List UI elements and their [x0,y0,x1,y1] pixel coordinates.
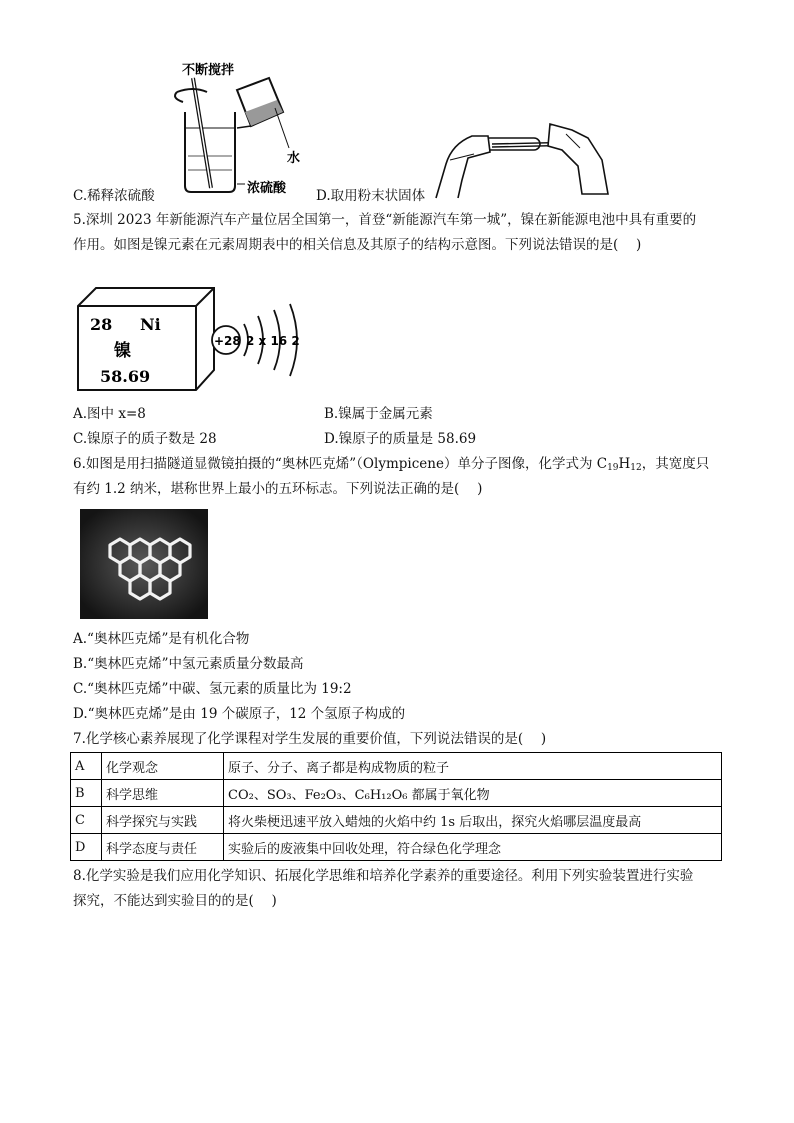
q4-option-d: D.取用粉末状固体 [316,188,426,204]
row-content: 实验后的废液集中回收处理，符合绿色化学理念 [224,834,722,861]
q5-stem-line1: 5.深圳 2023 年新能源汽车产量位居全国第一，首登“新能源汽车第一城”，镍在新能源电池中具有重要的 [73,212,697,228]
atomic-mass: 58.69 [100,367,151,386]
q6-hydrogen-symbol: H [618,456,631,472]
nickel-atom-structure-diagram [206,290,316,390]
row-key: B [71,780,102,807]
row-topic: 科学探究与实践 [102,807,224,834]
table-row [71,753,722,780]
table-row [71,834,722,861]
element-name: 镍 [114,341,131,361]
q6-stem-line2: 有约 1.2 纳米，堪称世界上最小的五环标志。下列说法正确的是( ) [73,481,483,497]
q6-option-c: C.“奥林匹克烯”中碳、氢元素的质量比为 19:2 [73,681,352,697]
q5-stem-line2: 作用。如图是镍元素在元素周期表中的相关信息及其原子的结构示意图。下列说法错误的是( ) [73,237,642,253]
row-topic: 科学态度与责任 [102,834,224,861]
shell-electrons: 2 x 16 2 [246,334,300,348]
table-row [71,780,722,807]
q8-stem-line1: 8.化学实验是我们应用化学知识、拓展化学思维和培养化学素养的重要途径。利用下列实验装置进行实验 [73,868,694,884]
q5-option-b: B.镍属于金属元素 [324,406,433,422]
powder-solid-figure [432,120,612,202]
q6-hydrogen-count: 12 [630,463,642,473]
water-label: 水 [287,151,301,166]
q6-carbon-count: 19 [607,463,619,473]
row-content: CO₂、SO₃、Fe₂O₃、C₆H₁₂O₆ 都属于氧化物 [224,780,722,807]
q6-stem-text-b: ，其宽度只 [641,456,710,472]
q5-option-a: A.图中 x=8 [73,406,146,422]
row-key: A [71,753,102,780]
dilute-sulfuric-acid-figure [165,60,325,200]
olympicene-stm-image [80,509,208,619]
row-key: C [71,807,102,834]
row-content: 将火柴梗迅速平放入蜡烛的火焰中约 1s 后取出，探究火焰哪层温度最高 [224,807,722,834]
q5-option-d: D.镍原子的质量是 58.69 [324,431,477,447]
atomic-number: 28 [90,315,113,334]
nucleus-charge: +28 [214,334,241,348]
q6-option-d: D.“奥林匹克烯”是由 19 个碳原子，12 个氢原子构成的 [73,706,406,722]
element-symbol: Ni [140,315,161,334]
q6-stem-text-a: 6.如图是用扫描隧道显微镜拍摄的“奥林匹克烯”（Olympicene）单分子图像，化学式为 C [73,456,608,472]
q6-option-a: A.“奥林匹克烯”是有机化合物 [73,631,250,647]
row-topic: 科学思维 [102,780,224,807]
q8-stem-line2: 探究，不能达到实验目的的是( ) [73,893,277,909]
q7-options-table [70,752,722,861]
nickel-element-card [76,286,216,392]
row-content: 原子、分子、离子都是构成物质的粒子 [224,753,722,780]
q4-option-c: C.稀释浓硫酸 [73,188,155,204]
q6-stem-line1 [73,454,709,478]
stir-label: 不断搅拌 [182,63,235,78]
q7-stem: 7.化学核心素养展现了化学课程对学生发展的重要价值，下列说法错误的是( ) [73,731,547,747]
row-key: D [71,834,102,861]
acid-label: 浓硫酸 [247,181,287,196]
q5-option-c: C.镍原子的质子数是 28 [73,431,217,447]
row-topic: 化学观念 [102,753,224,780]
table-row [71,807,722,834]
q6-option-b: B.“奥林匹克烯”中氢元素质量分数最高 [73,656,304,672]
